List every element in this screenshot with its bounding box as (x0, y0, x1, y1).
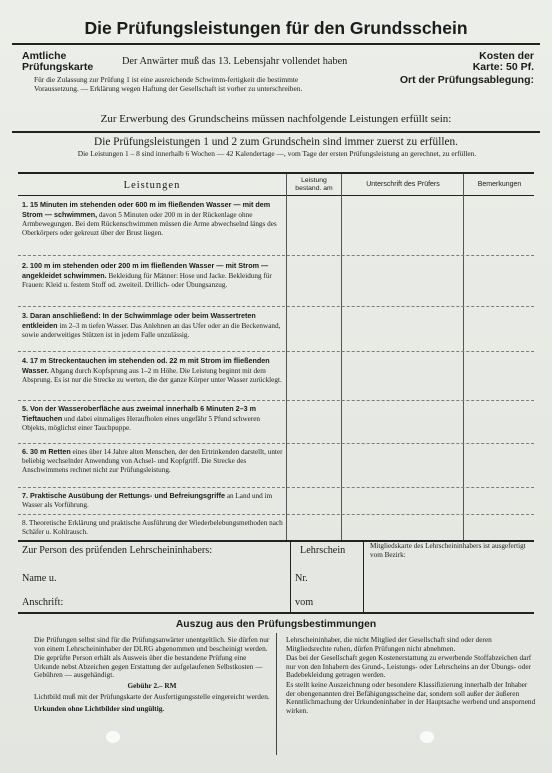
column-divider (341, 174, 342, 541)
card-label-1: Amtliche (22, 50, 67, 62)
vom-label: vom (295, 597, 314, 608)
item-7: 7. Praktische Ausübung der Rettungs- und Befreiungsgriffe an Land und im Wasser als Vorführung. (22, 491, 273, 509)
card-label-2: Prüfungskarte (22, 61, 94, 73)
row-separator (18, 443, 534, 444)
auszug-left-p1: Die Prüfungen selbst sind für die Prüfungsanwärter unentgeltlich. Sie dürfen nur von einem Lehrscheininhaber der DLRG abgenommen und bescheinigt werden. (34, 635, 270, 653)
header-leistungen: Leistungen (123, 180, 181, 191)
age-note: Der Anwärter muß das 13. Lebensjahr vollendet haben (122, 56, 348, 67)
lehrschein-label: Lehrschein (300, 545, 346, 556)
name-label: Name u. (22, 573, 57, 584)
row-separator (18, 351, 534, 352)
auszug-left-p4: Urkunden ohne Lichtbilder sind ungültig. (34, 704, 165, 714)
auszug-right-text (286, 636, 536, 715)
row-separator (18, 255, 534, 256)
address-label: Anschrift: (22, 597, 64, 608)
punch-hole (106, 731, 120, 743)
membership-note: Mitgliedskarte des Lehrscheininhabers ist ausgefertigt vom Bezirk: (370, 542, 526, 559)
auszug-left-p3: Lichtbild muß mit der Prüfungskarte der Ausfertigungsstelle eingereicht werden. (34, 691, 270, 701)
notice-line-2: Die Leistungen 1 – 8 sind innerhalb 6 Wochen — 42 Kalendertage —, vom Tage der ersten Prüfungsleistung an gerechnet, zu erfüllen. (77, 149, 477, 158)
notice-line-1: Die Prüfungsleistungen 1 und 2 zum Grundschein sind immer zuerst zu erfüllen. (94, 136, 458, 148)
header-bemerkungen: Bemerkungen (477, 181, 522, 188)
admission-note: Für die Zulassung zur Prüfung 1 ist eine ausreichende Schwimm-fertigkeit die bestimmte Voraussetzung. — Erklärung wegen Haftung der Gesellschaft ist vorher zu unterschreiben. (34, 75, 303, 93)
item-6: 6. 30 m Retten eines über 14 Jahre alten Menschen, der den Ertrinkenden darstellt, unter beliebig wechselnder Anwendung von Achsel- und Kopfgriff. Die Strecke des Anschwimmens rechnet nicht zur Prüfungsleistung. (22, 447, 283, 474)
table-header-border (18, 195, 534, 196)
punch-hole (420, 731, 434, 743)
row-separator (18, 306, 534, 307)
requirement-statement: Zur Erwerbung des Grundscheins müssen nachfolgende Leistungen erfüllt sein: (100, 113, 452, 125)
row-separator (18, 487, 534, 488)
nr-label: Nr. (295, 573, 308, 584)
row-separator (18, 400, 534, 401)
auszug-divider (276, 633, 277, 755)
cost-label: Kosten der (479, 50, 534, 62)
person-bottom-border (18, 612, 534, 614)
column-divider (286, 174, 287, 541)
exam-place-label: Ort der Prüfungsablegung: (399, 74, 534, 86)
auszug-right-p2: Das bei der Gesellschaft gegen Kostenerstattung zu erwerbende Stoffabzeichen darf nur von den Inhabern des Grund-, Leistungs- oder Lehrscheins an der Übungs- oder Badebekleidung getragen werden. (286, 653, 532, 680)
header-bestanden: Leistung bestand. am (295, 177, 333, 192)
header-unterschrift: Unterschrift des Prüfers (366, 181, 440, 188)
person-divider (363, 541, 364, 613)
item-8: 8. Theoretische Erklärung und praktische Ausführung der Wiederbelebungsmethoden nach Schäfer u. Kohlrausch. (22, 519, 283, 536)
fee-label: Gebühr 2.– RM (127, 680, 177, 690)
page-title: Die Prüfungsleistungen für den Grundsschein (84, 18, 468, 38)
header-divider (12, 131, 540, 133)
auszug-title: Auszug aus den Prüfungsbestimmungen (175, 619, 377, 630)
item-5: 5. Von der Wasseroberfläche aus zweimal innerhalb 6 Minuten 2–3 m Tieftauchen und dabei einmaliges Heraufholen eines ungefähr 5 Pfund schweren Objekts, möglichst einer Tauchpuppe. (22, 404, 261, 432)
auszug-left-text (34, 636, 270, 714)
auszug-left-p2: Die geprüfte Person erhält als Ausweis über die bestandene Prüfung eine Urkunde nebst Abzeichen gegen Erstattung der aufgelaufenen Selbstkosten — Gebühren — ausgehändigt. (34, 653, 263, 680)
column-divider (463, 174, 464, 541)
cost-value: Karte: 50 Pf. (472, 61, 534, 73)
person-heading: Zur Person des prüfenden Lehrscheininhabers: (22, 545, 213, 556)
auszug-right-p3: Es stellt keine Auszeichnung oder besondere Klassifizierung innerhalb der Inhaber der obengenannten drei Befähigungsscheine dar, sondern soll außer der äußeren Kenntlichmachung der Urkundeninhaber in der Hauptsache werbend und anspornend wirken. (286, 679, 536, 715)
person-divider (290, 541, 291, 613)
item-4: 4. 17 m Streckentauchen im stehenden od. 22 m mit Strom im fließenden Wasser. Abgang durch Kopfsprung aus 1–2 m Höhe. Die Leistung beginnt mit dem Absprung. Es ist nur die Strecke zu werten, die der ganze Körper unter Wasser zurücklegt. (22, 356, 282, 384)
auszug-right-p1: Lehrscheininhaber, die nicht Mitglied der Gesellschaft sind oder deren Mitgliedsrechte ruhen, dürfen Prüfungen nicht abnehmen. (286, 635, 492, 653)
item-1: 1. 15 Minuten im stehenden oder 600 m im fließenden Wasser — mit dem Strom — schwimmen, davon 5 Minuten oder 200 m in der Rückenlage ohne Armbewegungen. Bei dem Rückenschwimmen müssen die Arme abwechselnd längs des Oberkörpers oder gekreuzt über der Brust liegen. (22, 200, 277, 237)
item-3: 3. Daran anschließend: In der Schwimmlage oder beim Wassertreten entkleiden im 2–3 m tiefen Wasser. Das Anlehnen an das Ufer oder an die Beckenwand, sowie anderweitiges Stützen ist in jedem Falle unzulässig. (22, 311, 281, 339)
row-separator (18, 514, 534, 515)
title-divider (12, 43, 540, 45)
table-top-border (18, 172, 534, 174)
item-2: 2. 100 m im stehenden oder 200 m im fließenden Wasser — mit Strom — angekleidet schwimmen. Bekleidung für Männer: Hose und Jacke. Bekleidung für Frauen: Kleid u. festem Stoff od. zweiteil. Drillich- oder Übungsanzug. (22, 261, 272, 289)
